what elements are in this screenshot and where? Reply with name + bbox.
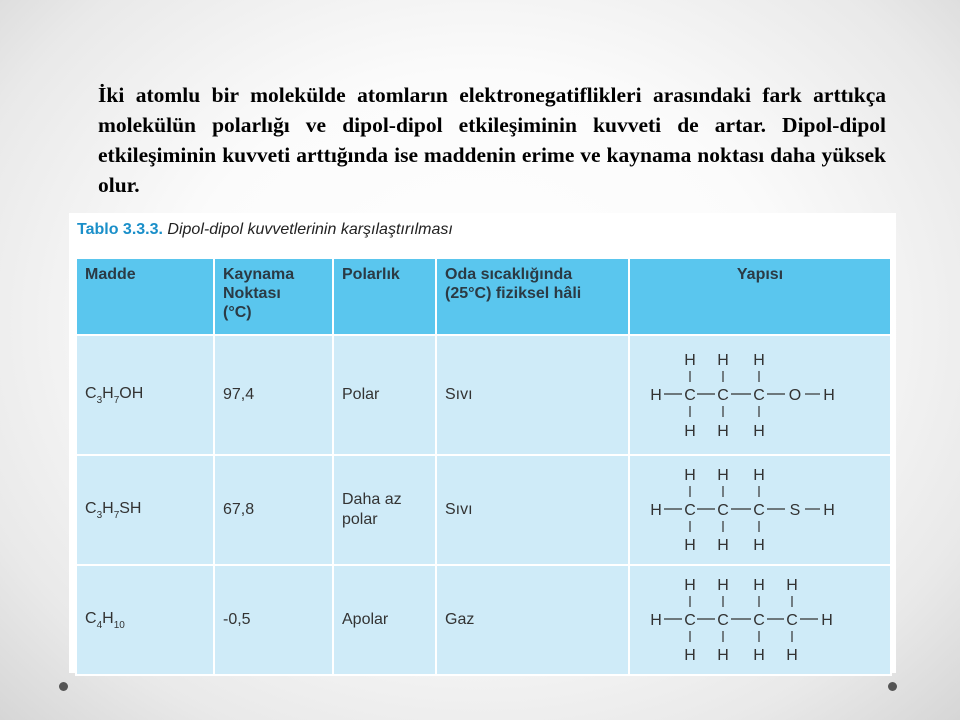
table-figure: [69, 213, 896, 673]
table-row: [76, 335, 891, 455]
svg-text:H: H: [717, 577, 729, 594]
cell-formula: $C_3H_7OH$: [76, 335, 214, 455]
cell-kaynama: 97,4: [214, 335, 333, 455]
svg-text:H: H: [786, 647, 798, 664]
svg-text:H: H: [823, 387, 835, 404]
table-caption-text: Dipol-dipol kuvvetlerinin karşılaştırılması: [167, 221, 453, 238]
svg-text:H: H: [753, 577, 765, 594]
svg-text:H: H: [753, 423, 765, 440]
table-row: [76, 455, 891, 565]
header-kaynama-line3: (°C): [223, 304, 252, 321]
structure-propanethiol: [650, 460, 870, 560]
cell-structure: [629, 455, 891, 565]
svg-text:H: H: [753, 352, 765, 369]
header-kaynama: [214, 258, 333, 335]
cell-hal: Sıvı: [436, 335, 629, 455]
svg-text:H: H: [753, 467, 765, 484]
svg-text:S: S: [789, 502, 801, 519]
svg-text:C: C: [753, 387, 765, 404]
svg-text:H: H: [684, 537, 696, 554]
header-hal-line1: Oda sıcaklığında: [445, 266, 573, 283]
cell-hal: Sıvı: [436, 455, 629, 565]
table-caption-number: Tablo 3.3.3.: [77, 221, 163, 238]
svg-text:H: H: [684, 467, 696, 484]
header-kaynama-line1: Kaynama: [223, 266, 295, 283]
svg-text:H: H: [717, 647, 729, 664]
svg-text:C: C: [717, 387, 729, 404]
cell-hal: Gaz: [436, 565, 629, 675]
svg-text:H: H: [753, 647, 765, 664]
svg-text:H: H: [753, 537, 765, 554]
cell-kaynama: 67,8: [214, 455, 333, 565]
cell-kaynama: -0,5: [214, 565, 333, 675]
svg-text:C: C: [753, 612, 765, 629]
structure-butane: [650, 570, 870, 670]
svg-text:H: H: [717, 423, 729, 440]
svg-text:H: H: [717, 467, 729, 484]
header-fiziksel-hal: [436, 258, 629, 335]
svg-text:H: H: [717, 537, 729, 554]
svg-text:H: H: [684, 647, 696, 664]
comparison-table: [75, 257, 892, 676]
cell-structure: [629, 565, 891, 675]
header-hal-line2: (25°C) fiziksel hâli: [445, 285, 582, 302]
svg-text:H: H: [717, 352, 729, 369]
bullet-right-icon: [888, 682, 897, 691]
svg-text:H: H: [684, 423, 696, 440]
svg-text:H: H: [684, 577, 696, 594]
svg-text:H: H: [650, 502, 662, 519]
table-caption: [77, 221, 453, 239]
svg-text:H: H: [786, 577, 798, 594]
structure-propanol: [650, 343, 870, 447]
slide-paragraph: İki atomlu bir molekülde atomların elektronegatiflikleri arasındaki fark arttıkça molekülün polarlığı ve dipol-dipol etkileşiminin kuvveti de artar. Dipol-dipol etkileşiminin kuvveti arttığında ise maddenin erime ve kaynama noktası daha yüksek olur.: [98, 83, 886, 197]
svg-text:H: H: [823, 502, 835, 519]
cell-formula: $C_3H_7SH$: [76, 455, 214, 565]
svg-text:H: H: [684, 352, 696, 369]
cell-polarlik: Polar: [333, 335, 436, 455]
cell-polarlik: Apolar: [333, 565, 436, 675]
table-row: [76, 565, 891, 675]
bullet-left-icon: [59, 682, 68, 691]
header-yapi: Yapısı: [629, 258, 891, 335]
table-header-row: [76, 258, 891, 335]
svg-text:C: C: [753, 502, 765, 519]
cell-structure: [629, 335, 891, 455]
cell-formula: $C_4H_{10}$: [76, 565, 214, 675]
header-polarlik: Polarlık: [333, 258, 436, 335]
svg-text:C: C: [684, 612, 696, 629]
svg-text:C: C: [684, 502, 696, 519]
svg-text:H: H: [821, 612, 833, 629]
svg-text:H: H: [650, 612, 662, 629]
svg-text:C: C: [717, 502, 729, 519]
svg-text:C: C: [717, 612, 729, 629]
cell-polarlik: Daha az polar: [333, 455, 436, 565]
header-madde: Madde: [76, 258, 214, 335]
svg-text:C: C: [684, 387, 696, 404]
svg-text:O: O: [788, 387, 802, 404]
header-kaynama-line2: Noktası: [223, 285, 281, 302]
svg-text:H: H: [650, 387, 662, 404]
svg-text:C: C: [786, 612, 798, 629]
